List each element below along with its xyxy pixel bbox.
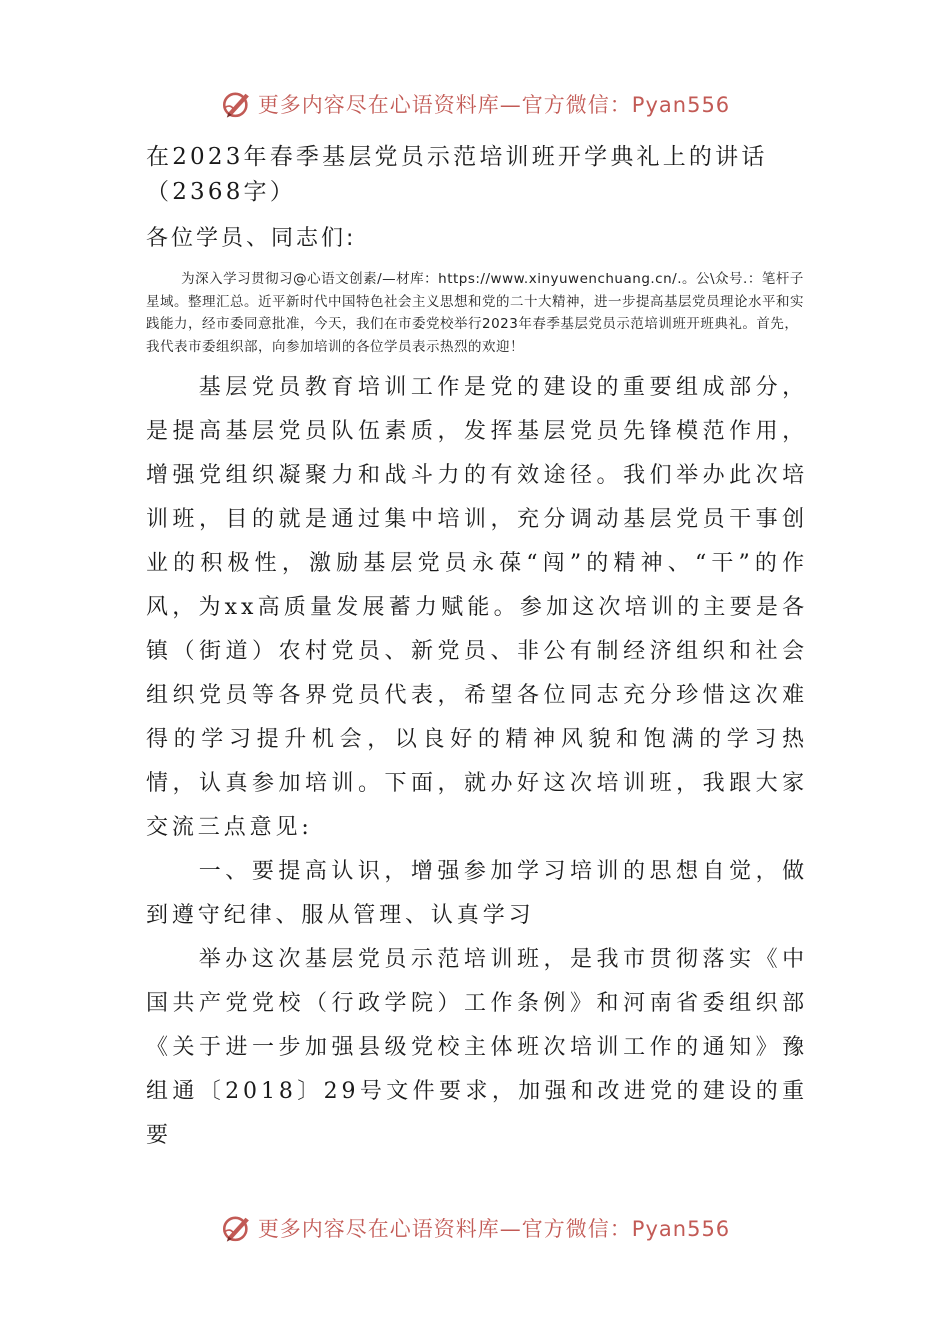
body-paragraph: 举办这次基层党员示范培训班，是我市贯彻落实《中国共产党党校（行政学院）工作条例》和河南省委组织部《关于进一步加强县级党校主体班次培训工作的通知》豫组通〔2018〕29号文件要求，加强和改进党的建设的重要 <box>146 947 808 1149</box>
section-heading: 一、要提高认识，增强参加学习培训的思想自觉，做到遵守纪律、服从管理、认真学习 <box>146 859 808 929</box>
document-title: 在2023年春季基层党员示范培训班开学典礼上的讲话（2368字） <box>146 144 768 205</box>
document-body <box>146 140 808 1158</box>
pen-logo-icon <box>220 87 254 121</box>
salutation: 各位学员、同志们: <box>146 226 357 251</box>
footer-watermark-banner <box>0 1208 950 1248</box>
banner-text: 更多内容尽在心语资料库—官方微信：Pyan556 <box>257 93 731 117</box>
pen-logo-icon <box>220 1211 254 1245</box>
header-watermark-banner <box>0 84 950 124</box>
banner-text: 更多内容尽在心语资料库—官方微信：Pyan556 <box>257 1217 731 1241</box>
body-paragraph: 基层党员教育培训工作是党的建设的重要组成部分，是提高基层党员队伍素质，发挥基层党员先锋模范作用，增强党组织凝聚力和战斗力的有效途径。我们举办此次培训班，目的就是通过集中培训，充分调动基层党员干事创业的积极性，激励基层党员永葆“闯”的精神、“干”的作风，为xx高质量发展蓄力赋能。参加这次培训的主要是各镇（街道）农村党员、新党员、非公有制经济组织和社会组织党员等各界党员代表，希望各位同志充分珍惜这次难得的学习提升机会，以良好的精神风貌和饱满的学习热情，认真参加培训。下面，就办好这次培训班，我跟大家交流三点意见: <box>146 375 808 841</box>
intro-paragraph: 为深入学习贯彻习@心语文创素/—材库：https://www.xinyuwenchuang.cn/.。公\众号.：笔杆子星域。整理汇总。近平新时代中国特色社会主义思想和党的二十大精神，进一步提高基层党员理论水平和实践能力，经市委同意批准，今天，我们在市委党校举行2023年春季基层党员示范培训班开班典礼。首先，我代表市委组织部，向参加培训的各位学员表示热烈的欢迎！ <box>146 271 804 355</box>
